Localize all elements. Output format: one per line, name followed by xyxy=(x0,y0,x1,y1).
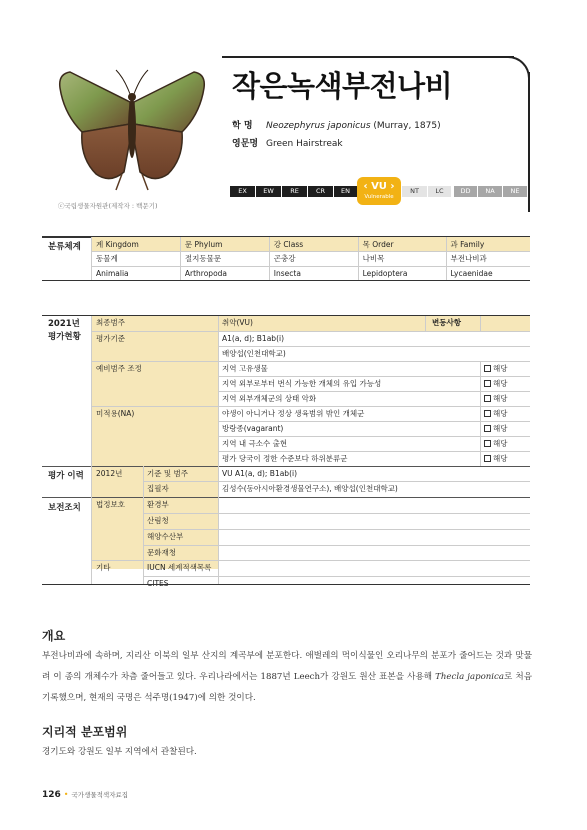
regional-item-3: 지역 외부개체군의 상태 악화 xyxy=(222,394,317,403)
chevron-right-icon: › xyxy=(386,181,395,192)
na-item-4: 평가 당국이 정한 수준보다 하위분류군 xyxy=(222,454,348,463)
tax-lat-family: Lycaenidae xyxy=(446,266,530,281)
divider xyxy=(480,316,481,331)
tax-lat-class: Insecta xyxy=(269,266,358,281)
taxonomy-korean-row xyxy=(92,252,531,267)
legal-item-4: 문화재청 xyxy=(147,548,176,557)
sci-name: Neozephyrus japonicus xyxy=(266,121,371,131)
check-label: 해당 xyxy=(493,379,508,388)
eng-name: Green Hairstreak xyxy=(266,139,343,149)
divider xyxy=(218,331,219,584)
sci-author: (Murray, 1875) xyxy=(370,121,441,131)
divider xyxy=(91,331,530,332)
regional-item-1: 지역 고유생물 xyxy=(222,364,268,373)
tax-head-class: 강 Class xyxy=(269,237,358,252)
criteria-label: 평가기준 xyxy=(96,334,125,343)
frame-top-line xyxy=(222,56,514,58)
divider xyxy=(143,466,144,584)
history-writer-value: 김성수(동아시아환경생물연구소), 배양섭(인천대학교) xyxy=(222,484,398,493)
tax-head-kingdom: 계 Kingdom xyxy=(92,237,181,252)
checkbox-regional-3[interactable] xyxy=(484,391,508,407)
divider xyxy=(42,497,530,498)
final-category-value: 취약(VU) xyxy=(222,318,253,327)
divider xyxy=(143,545,530,546)
divider xyxy=(42,466,530,467)
divider xyxy=(218,316,219,331)
cat-en: EN xyxy=(334,186,358,197)
checkbox-icon xyxy=(484,380,491,387)
cat-lc: LC xyxy=(428,186,452,197)
cat-dd: DD xyxy=(454,186,478,197)
assessment-status-label: 평가현황 xyxy=(48,332,81,342)
tax-lat-kingdom: Animalia xyxy=(92,266,181,281)
frame-corner xyxy=(500,56,530,86)
checkbox-icon xyxy=(484,365,491,372)
footer-bullet: • xyxy=(63,790,69,799)
divider xyxy=(143,529,530,530)
cat-ne: NE xyxy=(503,186,528,197)
section-label-column xyxy=(42,316,91,584)
assessment-year-label: 2021년 xyxy=(48,319,80,329)
history-year: 2012년 xyxy=(96,469,123,478)
english-name-row xyxy=(232,136,343,149)
check-label: 해당 xyxy=(493,409,508,418)
final-category-row-shade xyxy=(91,316,530,331)
divider xyxy=(480,361,481,466)
current-category-badge xyxy=(357,177,401,205)
tax-kor-kingdom: 동물계 xyxy=(92,252,181,267)
checkbox-na-1[interactable] xyxy=(484,406,508,422)
page-footer xyxy=(42,790,128,800)
taxonomy-bottom-rule xyxy=(42,280,530,281)
divider xyxy=(218,421,530,422)
cat-ew: EW xyxy=(256,186,282,197)
history-label: 평가 이력 xyxy=(48,471,84,481)
tax-kor-order: 나비목 xyxy=(358,252,446,267)
protection-label: 보전조치 xyxy=(48,503,81,513)
history-writer-label: 집필자 xyxy=(147,484,169,493)
checkbox-icon xyxy=(484,410,491,417)
distribution-heading: 지리적 분포범위 xyxy=(42,725,128,739)
check-label: 해당 xyxy=(493,454,508,463)
history-criteria-label: 기준 및 범주 xyxy=(147,469,188,478)
book-title: 국가생물적색자료집 xyxy=(71,791,129,799)
tax-head-family: 과 Family xyxy=(446,237,530,252)
checkbox-regional-2[interactable] xyxy=(484,376,508,392)
regional-adjust-label: 예비범주 조정 xyxy=(96,364,142,373)
overview-heading: 개요 xyxy=(42,629,66,643)
final-category-label: 최종범주 xyxy=(96,318,125,327)
taxonomy-label: 분류체계 xyxy=(48,242,81,252)
overview-text-part-2: 로 처음 기록했으며, 현재의 국명은 석주명(1947)에 의한 것이다. xyxy=(42,672,532,703)
change-label: 변동사항 xyxy=(432,318,461,327)
checkbox-na-2[interactable] xyxy=(484,421,508,437)
divider xyxy=(218,391,530,392)
divider xyxy=(143,513,530,514)
divider xyxy=(218,436,530,437)
divider xyxy=(143,576,530,577)
sci-name-label: 학 명 xyxy=(232,121,253,131)
taxonomy-latin-row xyxy=(92,266,531,281)
tax-lat-order: Lepidoptera xyxy=(358,266,446,281)
scientific-name-row xyxy=(232,118,441,131)
checkbox-regional-1[interactable] xyxy=(484,361,508,377)
tax-kor-family: 부전나비과 xyxy=(446,252,530,267)
page-number: 126 xyxy=(42,790,61,800)
overview-text-part-1: 부전나비과에 속하며, 지리산 이북의 일부 산지의 계곡부에 분포한다. 애벌레의 먹이식물인 오리나무의 분포가 줄어드는 것과 맞물려 이 종의 개체수가 차츰 줄어들고 있다. 우리나라에서는 1887년 Leech가 강원도 원산 표본을 사용해 xyxy=(42,651,532,682)
frame-right-line xyxy=(528,72,530,212)
criteria-author: 배양섭(인천대학교) xyxy=(222,349,286,358)
overview-text xyxy=(42,646,532,709)
tax-kor-class: 곤충강 xyxy=(269,252,358,267)
butterfly-photo xyxy=(52,62,212,197)
eng-name-label: 영문명 xyxy=(232,139,259,149)
cat-ex: EX xyxy=(230,186,256,197)
cat-nt: NT xyxy=(402,186,428,197)
current-category-code: VU xyxy=(371,181,387,192)
current-category-word: Vulnerable xyxy=(364,194,394,200)
tax-kor-phylum: 절지동물문 xyxy=(180,252,269,267)
checkbox-na-3[interactable] xyxy=(484,436,508,452)
distribution-text: 경기도와 강원도 일부 지역에서 관찰된다. xyxy=(42,747,197,757)
tax-lat-phylum: Arthropoda xyxy=(180,266,269,281)
other-protection-label: 기타 xyxy=(96,563,111,572)
check-label: 해당 xyxy=(493,394,508,403)
divider xyxy=(425,316,426,331)
species-title: 작은녹색부전나비 xyxy=(232,69,453,103)
history-criteria-value: VU A1(a, d); B1ab(i) xyxy=(222,469,298,478)
criteria-value: A1(a, d); B1ab(i) xyxy=(222,334,284,343)
check-label: 해당 xyxy=(493,439,508,448)
na-item-1: 야생이 아니거나 정상 생육범위 밖인 개체군 xyxy=(222,409,365,418)
checkbox-icon xyxy=(484,395,491,402)
overview-text-italic: Thecla japonica xyxy=(435,672,504,682)
divider xyxy=(218,451,530,452)
check-label: 해당 xyxy=(493,424,508,433)
checkbox-na-4[interactable] xyxy=(484,451,508,467)
cat-na: NA xyxy=(478,186,503,197)
check-label: 해당 xyxy=(493,364,508,373)
divider xyxy=(218,346,530,347)
checkbox-icon xyxy=(484,425,491,432)
na-label: 미적용(NA) xyxy=(96,409,135,418)
checkbox-icon xyxy=(484,455,491,462)
taxonomy-table xyxy=(91,237,530,281)
checkbox-icon xyxy=(484,440,491,447)
divider xyxy=(91,361,530,362)
legal-item-3: 해양수산부 xyxy=(147,532,184,541)
legal-item-1: 환경부 xyxy=(147,500,169,509)
regional-item-2: 지역 외부로부터 번식 가능한 개체의 유입 가능성 xyxy=(222,379,382,388)
na-item-2: 방랑종(vagarant) xyxy=(222,424,284,433)
divider xyxy=(91,406,530,407)
na-item-3: 지역 내 극소수 출현 xyxy=(222,439,288,448)
cat-cr: CR xyxy=(308,186,334,197)
chevron-left-icon: ‹ xyxy=(363,181,372,192)
tax-head-order: 목 Order xyxy=(358,237,446,252)
divider xyxy=(143,481,530,482)
photo-credit: ⓒ국립생물자원관(제작자 : 백문기) xyxy=(58,202,158,210)
cat-re: RE xyxy=(282,186,308,197)
divider xyxy=(218,376,530,377)
taxonomy-header-row xyxy=(92,237,531,252)
divider xyxy=(91,560,530,561)
tax-head-phylum: 문 Phylum xyxy=(180,237,269,252)
divider xyxy=(91,316,92,584)
assessment-label-column-shade xyxy=(91,331,218,469)
legal-protection-label: 법정보호 xyxy=(96,500,125,509)
other-item-1: IUCN 세계적색목록 xyxy=(147,563,212,572)
assessment-bottom-rule xyxy=(42,584,530,585)
legal-item-2: 산림청 xyxy=(147,516,169,525)
